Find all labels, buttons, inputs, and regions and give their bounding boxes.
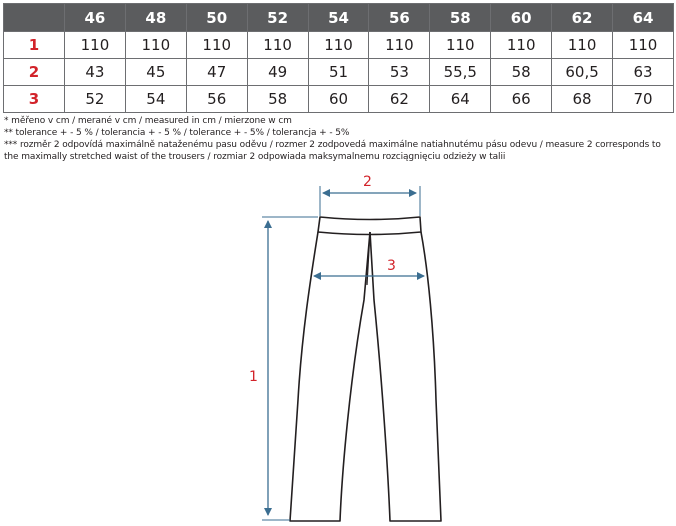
size-header-row — [4, 4, 674, 32]
size-header-cell: 48 — [125, 4, 186, 32]
left-leg-shape — [290, 232, 370, 521]
size-header-cell: 60 — [491, 4, 552, 32]
size-header-cell: 62 — [552, 4, 613, 32]
value-cell: 53 — [369, 59, 430, 86]
footnote-waist-measure: *** rozměr 2 odpovídá maximálně nataženému pasu oděvu / rozmer 2 zodpovedá maximálne natiahnutému pásu odevu / measure 2 corresponds to the maximally stretched waist of the trousers / rozmiar 2 odpowiada maksymalnemu rozciągnięciu odzieży w talii — [4, 140, 661, 162]
size-header-cell: 54 — [308, 4, 369, 32]
header-corner-cell — [4, 4, 65, 32]
size-header-cell: 50 — [186, 4, 247, 32]
fly-line — [367, 232, 370, 285]
right-leg-shape — [370, 232, 441, 521]
footnote-tolerance: ** tolerance + - 5 % / tolerancia + - 5 % / tolerance + - 5% / tolerancja + - 5% — [4, 128, 350, 138]
trousers-outline — [290, 217, 441, 521]
value-cell: 110 — [247, 32, 308, 59]
table-row — [4, 59, 674, 86]
value-cell: 66 — [491, 86, 552, 113]
value-cell: 110 — [552, 32, 613, 59]
row-label-cell: 3 — [4, 86, 65, 113]
value-cell: 58 — [491, 59, 552, 86]
size-table — [3, 3, 674, 113]
value-cell: 43 — [65, 59, 126, 86]
value-cell: 45 — [125, 59, 186, 86]
size-header-cell: 56 — [369, 4, 430, 32]
value-cell: 63 — [613, 59, 674, 86]
value-cell: 68 — [552, 86, 613, 113]
value-cell: 52 — [65, 86, 126, 113]
value-cell: 58 — [247, 86, 308, 113]
value-cell: 110 — [369, 32, 430, 59]
value-cell: 56 — [186, 86, 247, 113]
value-cell: 64 — [430, 86, 491, 113]
value-cell: 70 — [613, 86, 674, 113]
value-cell: 62 — [369, 86, 430, 113]
table-row — [4, 86, 674, 113]
waist-measure-label: 2 — [363, 174, 372, 190]
value-cell: 51 — [308, 59, 369, 86]
value-cell: 60,5 — [552, 59, 613, 86]
value-cell: 55,5 — [430, 59, 491, 86]
footnote-measurement-unit: * měřeno v cm / merané v cm / measured in cm / mierzone w cm — [4, 116, 292, 126]
value-cell: 110 — [491, 32, 552, 59]
footnotes — [4, 115, 674, 163]
size-header-cell: 52 — [247, 4, 308, 32]
size-header-cell: 46 — [65, 4, 126, 32]
value-cell: 60 — [308, 86, 369, 113]
value-cell: 54 — [125, 86, 186, 113]
row-label-cell: 2 — [4, 59, 65, 86]
length-measure-label: 1 — [249, 369, 258, 385]
value-cell: 110 — [308, 32, 369, 59]
value-cell: 110 — [65, 32, 126, 59]
table-row — [4, 32, 674, 59]
row-label-cell: 1 — [4, 32, 65, 59]
hip-measure-label: 3 — [387, 258, 396, 274]
size-header-cell: 58 — [430, 4, 491, 32]
value-cell: 49 — [247, 59, 308, 86]
value-cell: 110 — [613, 32, 674, 59]
size-header-cell: 64 — [613, 4, 674, 32]
value-cell: 110 — [125, 32, 186, 59]
value-cell: 47 — [186, 59, 247, 86]
value-cell: 110 — [430, 32, 491, 59]
value-cell: 110 — [186, 32, 247, 59]
waistband-shape — [318, 217, 421, 235]
